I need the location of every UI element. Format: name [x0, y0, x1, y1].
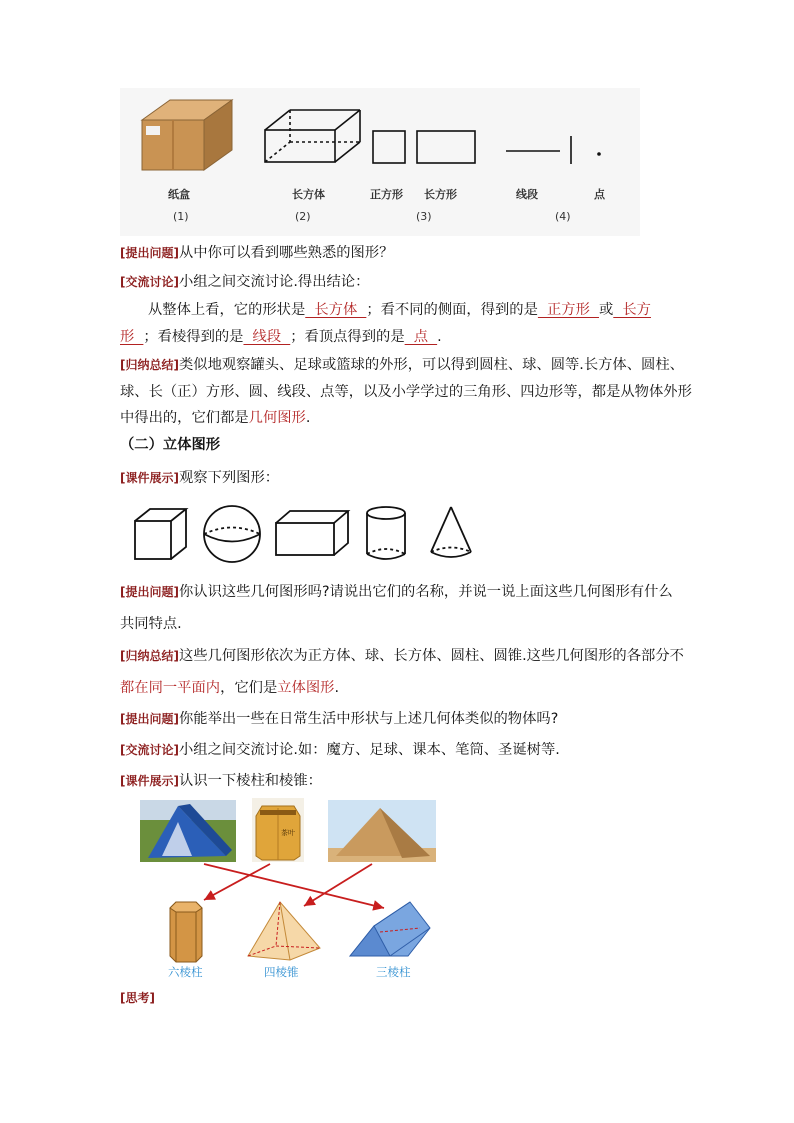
tag-label: [思考]: [120, 991, 155, 1005]
paragraph-question-3: [120, 709, 680, 729]
tent-photo: [140, 800, 236, 862]
highlight-solid-figure: 立体图形: [277, 680, 335, 696]
cuboid-solid-drawing: [276, 511, 348, 555]
caption-cuboid: 长方体: [292, 188, 325, 201]
paragraph-display-2: [120, 771, 680, 791]
paragraph-summary-1-line-1: [120, 355, 684, 375]
caption-hexagonal-prism: 六棱柱: [168, 965, 203, 979]
carton-box-image: [142, 100, 232, 170]
caption-square-pyramid: 四棱锥: [264, 965, 299, 979]
paragraph-question-2-line-2: 共同特点.: [120, 616, 182, 632]
cylinder-drawing: [367, 507, 405, 559]
paragraph-text: 类似地观察罐头、足球或篮球的外形，可以得到圆柱、球、圆等.长方体、圆柱、: [178, 357, 684, 373]
paragraph-think: [120, 988, 680, 1008]
blank-answer-point: 点: [404, 329, 438, 345]
paragraph-discussion-1: [120, 272, 680, 292]
paragraph-text: 观察下列图形：: [178, 470, 280, 486]
paragraph-text: 小组之间交流讨论.得出结论：: [178, 274, 370, 290]
caption-segment: 线段: [516, 188, 538, 201]
cube-drawing: [135, 509, 186, 559]
blank-answer-square: 正方形: [537, 302, 599, 318]
point-drawing: [597, 152, 601, 156]
caption-square: 正方形: [370, 188, 403, 201]
paragraph-summary-2-line-1: [120, 646, 684, 666]
triangular-prism-drawing: [350, 902, 430, 956]
blank-answer-cuboid: 长方体: [305, 302, 367, 318]
blank-answer-rectangle: 长方: [613, 302, 651, 318]
highlight-not-same-plane: 都在同一平面内: [120, 680, 221, 696]
blank-answer-rectangle-cont: 形: [120, 329, 144, 345]
tag-label: [提出问题]: [120, 712, 179, 726]
sphere-drawing: [204, 506, 260, 562]
arrow-pyramid-to-square-pyramid: [304, 864, 372, 906]
hexagonal-prism-drawing: [170, 902, 202, 962]
text-span: 从整体上看，它的形状是: [148, 302, 306, 318]
tag-label: [提出问题]: [120, 585, 179, 599]
cone-drawing: [431, 507, 471, 557]
paragraph-text: 你能举出一些在日常生活中形状与上述几何体类似的物体吗?: [178, 711, 559, 727]
text-span: .: [334, 680, 339, 696]
paragraph-text: 认识一下棱柱和棱锥：: [178, 773, 322, 789]
figure-prisms-pyramids: [140, 798, 440, 983]
paragraph-conclusion-line-2: [120, 327, 680, 347]
caption-point: 点: [594, 188, 605, 201]
caption-rectangle: 长方形: [424, 188, 457, 201]
paragraph-text: 这些几何图形依次为正方体、球、长方体、圆柱、圆锥.这些几何图形的各部分不: [178, 648, 684, 664]
paragraph-text: 你认识这些几何图形吗?请说出它们的名称，并说一说上面这些几何图形有什么: [178, 584, 673, 600]
tag-label: [课件展示]: [120, 774, 179, 788]
paragraph-discussion-2: [120, 740, 680, 760]
tag-label: [提出问题]: [120, 246, 179, 260]
tag-label: [交流讨论]: [120, 275, 179, 289]
caption-triangular-prism: 三棱柱: [376, 965, 411, 979]
figure-number-1: (1): [173, 210, 189, 223]
paragraph-display-1: [120, 468, 680, 488]
tag-label: [归纳总结]: [120, 358, 179, 372]
paragraph-text: 小组之间交流讨论.如：魔方、足球、课本、笔筒、圣诞树等.: [178, 742, 560, 758]
paragraph-question-1: [120, 243, 680, 263]
text-span: 或: [598, 302, 614, 318]
text-span: ；看顶点得到的是: [290, 329, 405, 345]
text-span: ；看不同的侧面，得到的是: [366, 302, 538, 318]
pyramid-photo: [328, 800, 436, 862]
text-span: ；看棱得到的是: [143, 329, 244, 345]
text-span: .: [305, 410, 311, 426]
figure-number-3: (3): [416, 210, 432, 223]
text-span: 中得出的，它们都是: [120, 410, 249, 426]
tea-box-photo: [252, 798, 304, 862]
highlight-geometric-figure: 几何图形: [248, 410, 306, 426]
paragraph-text: 从中你可以看到哪些熟悉的图形？: [178, 245, 394, 261]
square-pyramid-drawing: [248, 902, 320, 960]
paragraph-summary-1-line-3: [120, 408, 680, 428]
figure-number-2: (2): [295, 210, 311, 223]
paragraph-summary-2-line-2: [120, 678, 680, 698]
figure-basic-shapes: [120, 88, 640, 236]
section-heading: （二）立体图形: [120, 437, 221, 453]
arrow-box-to-hex-prism: [204, 864, 270, 900]
tag-label: [课件展示]: [120, 471, 179, 485]
text-span: .: [437, 329, 442, 345]
paragraph-summary-1-line-2: 球、长（正）方形、圆、线段、点等，以及小学学过的三角形、四边形等，都是从物体外形: [120, 384, 692, 400]
paragraph-question-2-line-1: [120, 582, 680, 602]
blank-answer-segment: 线段: [243, 329, 291, 345]
figure-number-4: (4): [555, 210, 571, 223]
text-span: ，它们是: [220, 680, 278, 696]
caption-carton: 纸盒: [168, 188, 190, 201]
paragraph-conclusion-line-1: [148, 300, 708, 320]
tea-box-label: 茶叶: [281, 829, 295, 837]
tag-label: [归纳总结]: [120, 649, 179, 663]
figure-solids: [130, 503, 500, 565]
tag-label: [交流讨论]: [120, 743, 179, 757]
